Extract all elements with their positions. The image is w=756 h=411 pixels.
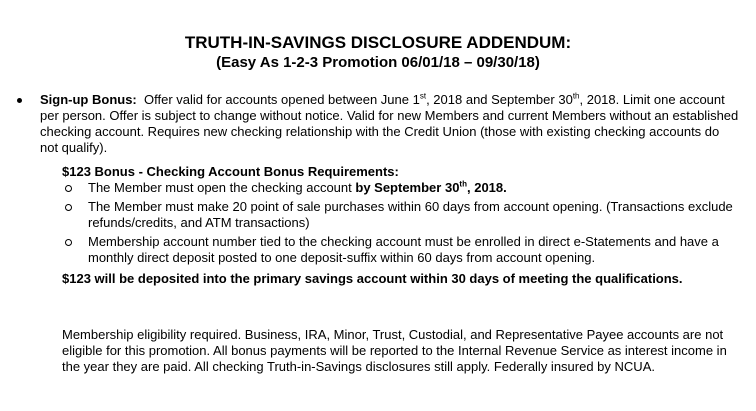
eligibility-paragraph: Membership eligibility required. Business, IRA, Minor, Trust, Custodial, and Representative Payee accounts are not eligible for this promotion. All bonus payments will be reported to the Internal Revenue Service as interest income in the year they are paid. All checking Truth-in-Savings disclosures still apply. Federally insured by NCUA. <box>62 327 727 374</box>
circle-bullet-icon <box>65 185 72 192</box>
document-title: TRUTH-IN-SAVINGS DISCLOSURE ADDENDUM: <box>184 33 572 52</box>
signup-text-part3: , 2018. Limit one account per person. Offer is subject to change without notice. Valid for new Members and current Members without an established checking account. Requires new checking relationship with the Credit Union (those with existing checking accounts do not qualify). <box>40 92 739 155</box>
signup-text-part2: , 2018 and September 30 <box>426 92 573 107</box>
requirement-1-bold <box>355 180 506 195</box>
bullet-icon <box>17 98 22 103</box>
circle-bullet-icon <box>65 204 72 211</box>
requirement-item <box>62 180 742 196</box>
requirement-3-text: Membership account number tied to the checking account must be enrolled in direct e-Statements and have a monthly direct deposit posted to one deposit-suffix within 60 days from account opening. <box>88 234 719 265</box>
circle-bullet-icon <box>65 239 72 246</box>
document-subtitle: (Easy As 1-2-3 Promotion 06/01/18 – 09/30/18) <box>216 54 540 71</box>
requirements-heading: $123 Bonus - Checking Account Bonus Requirements: <box>62 164 399 179</box>
requirement-1-year: , 2018. <box>466 180 507 195</box>
requirement-item <box>62 199 742 231</box>
requirement-2-text: The Member must make 20 point of sale purchases within 60 days from account opening. (Transactions exclude refunds/credits, and ATM transactions) <box>88 199 733 230</box>
signup-bonus-paragraph <box>40 92 740 156</box>
signup-sup1: st <box>419 91 427 101</box>
requirement-1-date: by September 30 <box>355 180 460 195</box>
requirements-list <box>62 180 742 269</box>
requirement-1-text: The Member must open the checking account <box>88 180 356 195</box>
deposit-note: $123 will be deposited into the primary savings account within 30 days of meeting the qualifications. <box>62 271 683 286</box>
signup-text-part1: Offer valid for accounts opened between June 1 <box>144 92 420 107</box>
requirement-1-sup: th <box>459 179 467 189</box>
requirement-item <box>62 234 742 266</box>
signup-sup2: th <box>572 91 580 101</box>
signup-bonus-label: Sign-up Bonus: <box>40 92 137 107</box>
